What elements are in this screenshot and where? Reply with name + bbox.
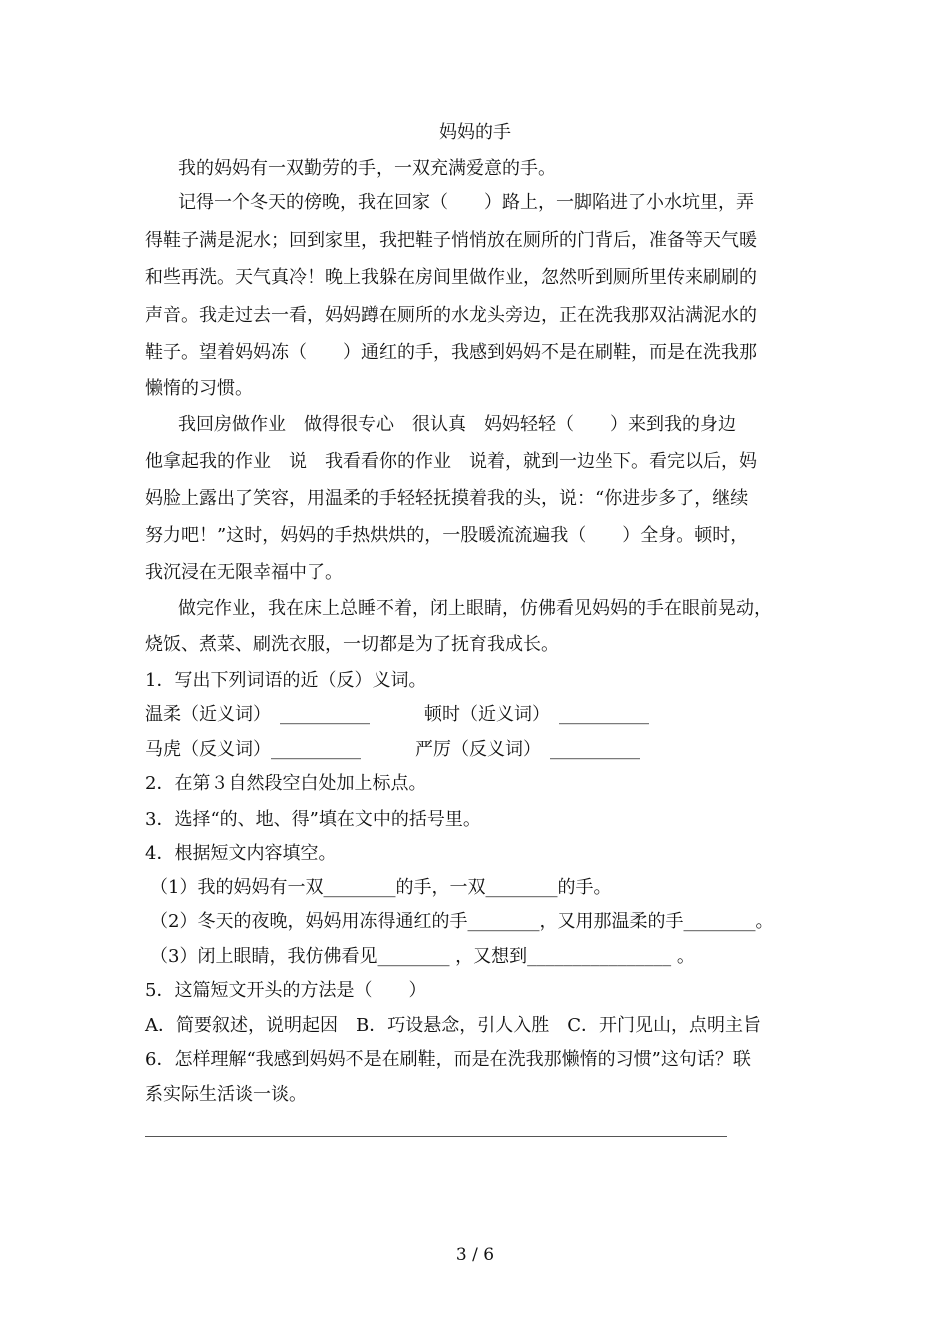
passage-title: 妈妈的手 — [439, 122, 511, 143]
question-6-continued: 系实际生活谈一谈。 — [145, 1084, 307, 1105]
question-1: 1．写出下列词语的近（反）义词。 — [145, 670, 427, 691]
question-1-row-1: 温柔（近义词） __________ 顿时（近义词） __________ — [145, 704, 649, 725]
paragraph-line: 记得一个冬天的傍晚，我在回家（ ）路上，一脚陷进了小水坑里，弄 — [178, 192, 754, 213]
paragraph-line: 烧饭、煮菜、刷洗衣服，一切都是为了抚育我成长。 — [145, 634, 559, 655]
question-1-row-2: 马虎（反义词）__________ 严厉（反义词） __________ — [145, 739, 640, 760]
paragraph-line: 我沉浸在无限幸福中了。 — [145, 562, 343, 583]
paragraph-line: 懒惰的习惯。 — [145, 378, 253, 399]
question-4: 4．根据短文内容填空。 — [145, 843, 337, 864]
paragraph-line: 妈脸上露出了笑容，用温柔的手轻轻抚摸着我的头，说：“你进步多了，继续 — [145, 488, 749, 509]
paragraph-line: 声音。我走过去一看，妈妈蹲在厕所的水龙头旁边，正在洗我那双沾满泥水的 — [145, 305, 757, 326]
paragraph-line: 和些再洗。天气真冷！晚上我躲在房间里做作业，忽然听到厕所里传来刷刷的 — [145, 267, 757, 288]
paragraph-line: 得鞋子满是泥水；回到家里，我把鞋子悄悄放在厕所的门背后，准备等天气暖 — [145, 230, 757, 251]
paragraph-line: 他拿起我的作业 说 我看看你的作业 说着，就到一边坐下。看完以后，妈 — [145, 451, 757, 472]
paragraph-line: 努力吧！”这时，妈妈的手热烘烘的，一股暖流流遍我（ ）全身。顿时， — [145, 525, 749, 546]
question-4-3: （3）闭上眼睛，我仿佛看见________ ，又想到________________ 。 — [150, 946, 695, 967]
paragraph-line: 我的妈妈有一双勤劳的手，一双充满爱意的手。 — [178, 158, 556, 179]
question-6: 6．怎样理解“我感到妈妈不是在刷鞋，而是在洗我那懒惰的习惯”这句话？联 — [145, 1049, 751, 1070]
question-2: 2．在第３自然段空白处加上标点。 — [145, 773, 427, 794]
paragraph-line: 鞋子。望着妈妈冻（ ）通红的手，我感到妈妈不是在刷鞋，而是在洗我那 — [145, 342, 757, 363]
question-5-options: A．简要叙述，说明起因 B．巧设悬念，引人入胜 C．开门见山，点明主旨 — [145, 1015, 761, 1036]
question-4-2: （2）冬天的夜晚，妈妈用冻得通红的手________，又用那温柔的手________。 — [150, 911, 774, 932]
page-number: 3 / 6 — [455, 1245, 495, 1265]
question-3: 3．选择“的、地、得”填在文中的括号里。 — [145, 809, 481, 830]
paragraph-line: 做完作业，我在床上总睡不着，闭上眼睛，仿佛看见妈妈的手在眼前晃动， — [178, 598, 772, 619]
question-4-1: （1）我的妈妈有一双________的手，一双________的手。 — [150, 877, 612, 898]
question-5: 5．这篇短文开头的方法是（ ） — [145, 980, 427, 1001]
paragraph-line: 我回房做作业 做得很专心 很认真 妈妈轻轻（ ）来到我的身边 — [178, 414, 736, 435]
answer-line — [145, 1136, 727, 1137]
